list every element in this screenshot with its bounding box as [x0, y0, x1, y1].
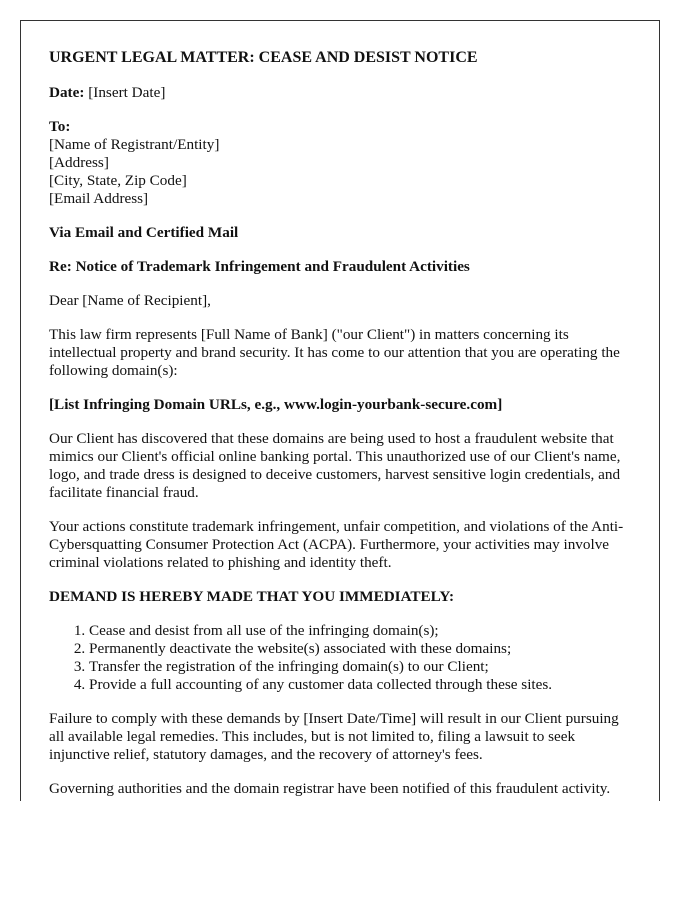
- recipient-block: [49, 118, 631, 208]
- demands-list: [49, 622, 631, 694]
- paragraph-violations: Your actions constitute trademark infringement, unfair competition, and violations of the Anti-Cybersquatting Consumer Protection Act (ACPA). Furthermore, your activities may involve criminal violations related to phishing and identity theft.: [49, 518, 624, 571]
- recipient-city-state-zip: [City, State, Zip Code]: [49, 172, 187, 189]
- document-frame: [20, 20, 660, 801]
- demand-item: 2. Permanently deactivate the website(s) associated with these domains;: [89, 640, 631, 658]
- recipient-address: [Address]: [49, 154, 109, 171]
- paragraph-discovery: Our Client has discovered that these domains are being used to host a fraudulent website that mimics our Client's official online banking portal. This unauthorized use of our Client's name, logo, and trade dress is designed to deceive customers, harvest sensitive login credentials, and facilitate financial fraud.: [49, 430, 621, 501]
- letter-body: [21, 21, 659, 798]
- recipient-email: [Email Address]: [49, 190, 149, 207]
- letter-title: URGENT LEGAL MATTER: CEASE AND DESIST NOTICE: [49, 49, 478, 66]
- demand-item: 1. Cease and desist from all use of the infringing domain(s);: [89, 622, 631, 640]
- demand-item: 4. Provide a full accounting of any customer data collected through these sites.: [89, 676, 631, 694]
- demand-item: 3. Transfer the registration of the infringing domain(s) to our Client;: [89, 658, 631, 676]
- date-value: [Insert Date]: [84, 84, 166, 101]
- salutation: Dear [Name of Recipient],: [49, 292, 211, 309]
- recipient-name: [Name of Registrant/Entity]: [49, 136, 220, 153]
- paragraph-notification: Governing authorities and the domain registrar have been notified of this fraudulent activity.: [49, 780, 611, 797]
- infringing-domains: [List Infringing Domain URLs, e.g., www.login-yourbank-secure.com]: [49, 396, 503, 413]
- date-label: Date:: [49, 84, 85, 101]
- date-line: [49, 84, 631, 102]
- delivery-method: Via Email and Certified Mail: [49, 224, 239, 241]
- paragraph-consequences: Failure to comply with these demands by [Insert Date/Time] will result in our Client pursuing all available legal remedies. This includes, but is not limited to, filing a lawsuit to seek injunctive relief, statutory damages, and the recovery of attorney's fees.: [49, 710, 619, 763]
- paragraph-representation: This law firm represents [Full Name of Bank] ("our Client") in matters concerning its intellectual property and brand security. It has come to our attention that you are operating the following domain(s):: [49, 326, 620, 379]
- demand-heading: DEMAND IS HEREBY MADE THAT YOU IMMEDIATELY:: [49, 588, 455, 605]
- subject-line: Re: Notice of Trademark Infringement and Fraudulent Activities: [49, 258, 470, 275]
- to-label: To:: [49, 118, 71, 135]
